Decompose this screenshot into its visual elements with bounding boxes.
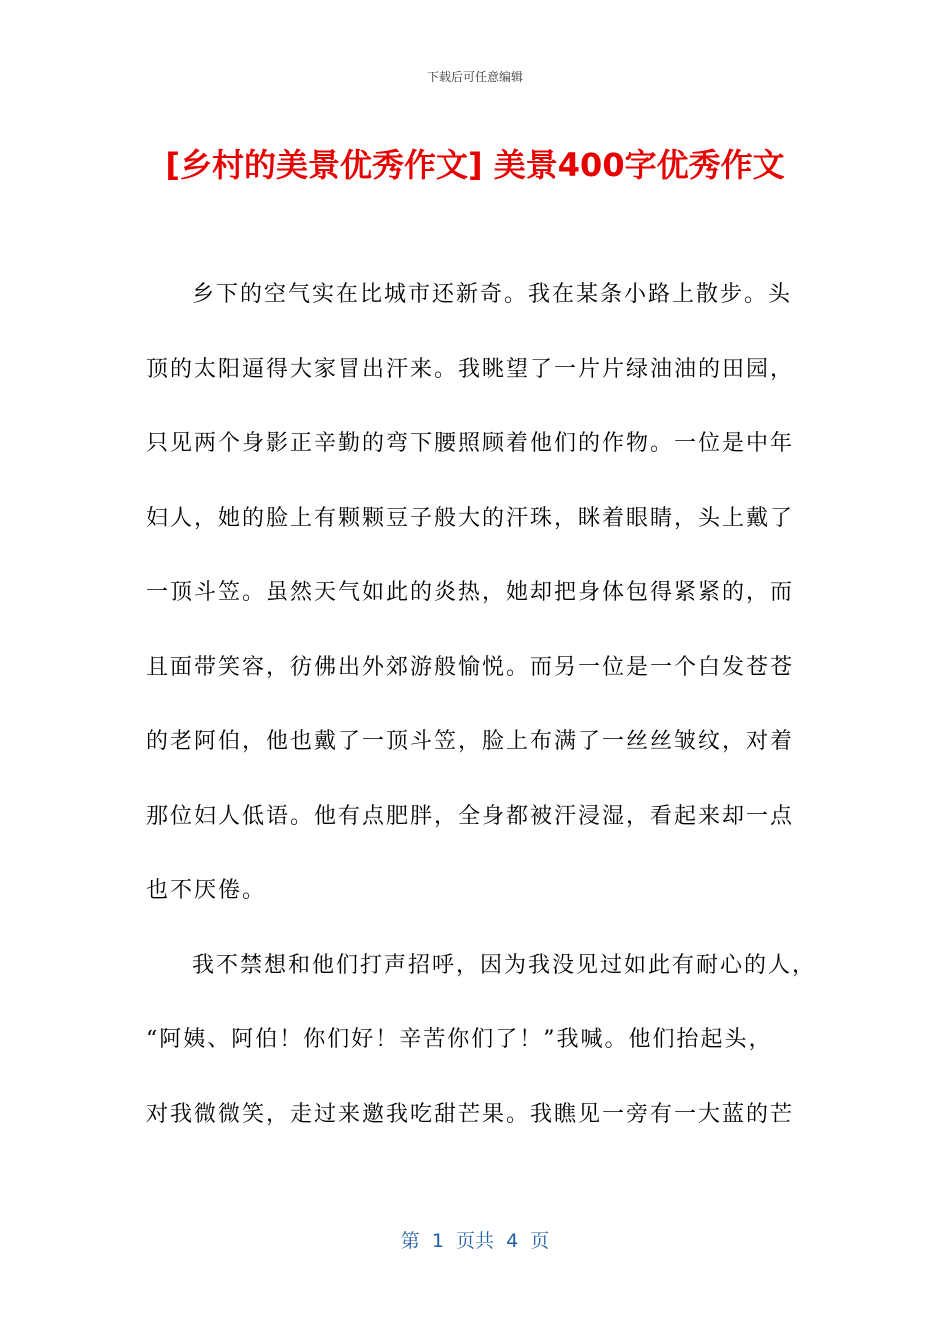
paragraph-line: 一顶斗笠。虽然天气如此的炎热，她却把身体包得紧紧的，而 bbox=[146, 580, 795, 605]
paragraph-line: “阿姨、阿伯！你们好！辛苦你们了！”我喊。他们抬起头， bbox=[146, 1027, 773, 1052]
paragraph-line: 只见两个身影正辛勤的弯下腰照顾着他们的作物。一位是中年 bbox=[146, 431, 795, 456]
page-number: 第 1 页共 4 页 bbox=[400, 1230, 550, 1252]
paragraph-line: 且面带笑容，彷佛出外郊游般愉悦。而另一位是一个白发苍苍 bbox=[146, 654, 795, 680]
paragraph-line: 妇人，她的脸上有颗颗豆子般大的汗珠，眯着眼睛，头上戴了 bbox=[146, 505, 795, 531]
paragraph-line: 乡下的空气实在比城市还新奇。我在某条小路上散步。头 bbox=[192, 282, 793, 307]
paragraph-line: 我不禁想和他们打声招呼，因为我没见过如此有耐心的人， bbox=[192, 952, 817, 978]
paragraph-line: 顶的太阳逼得大家冒出汗来。我眺望了一片片绿油油的田园， bbox=[146, 356, 795, 382]
header-note: 下载后可任意编辑 bbox=[426, 70, 523, 84]
document-title: [乡村的美景优秀作文] 美景400字优秀作文 bbox=[165, 146, 785, 184]
paragraph-line: 的老阿伯，他也戴了一顶斗笠，脸上布满了一丝丝皱纹，对着 bbox=[146, 729, 795, 754]
paragraph-line: 也不厌倦。 bbox=[146, 878, 267, 903]
paragraph-line: 对我微微笑，走过来邀我吃甜芒果。我瞧见一旁有一大蓝的芒 bbox=[146, 1101, 795, 1127]
paragraph-line: 那位妇人低语。他有点肥胖，全身都被汗浸湿，看起来却一点 bbox=[146, 803, 795, 829]
document-body bbox=[146, 272, 817, 1166]
